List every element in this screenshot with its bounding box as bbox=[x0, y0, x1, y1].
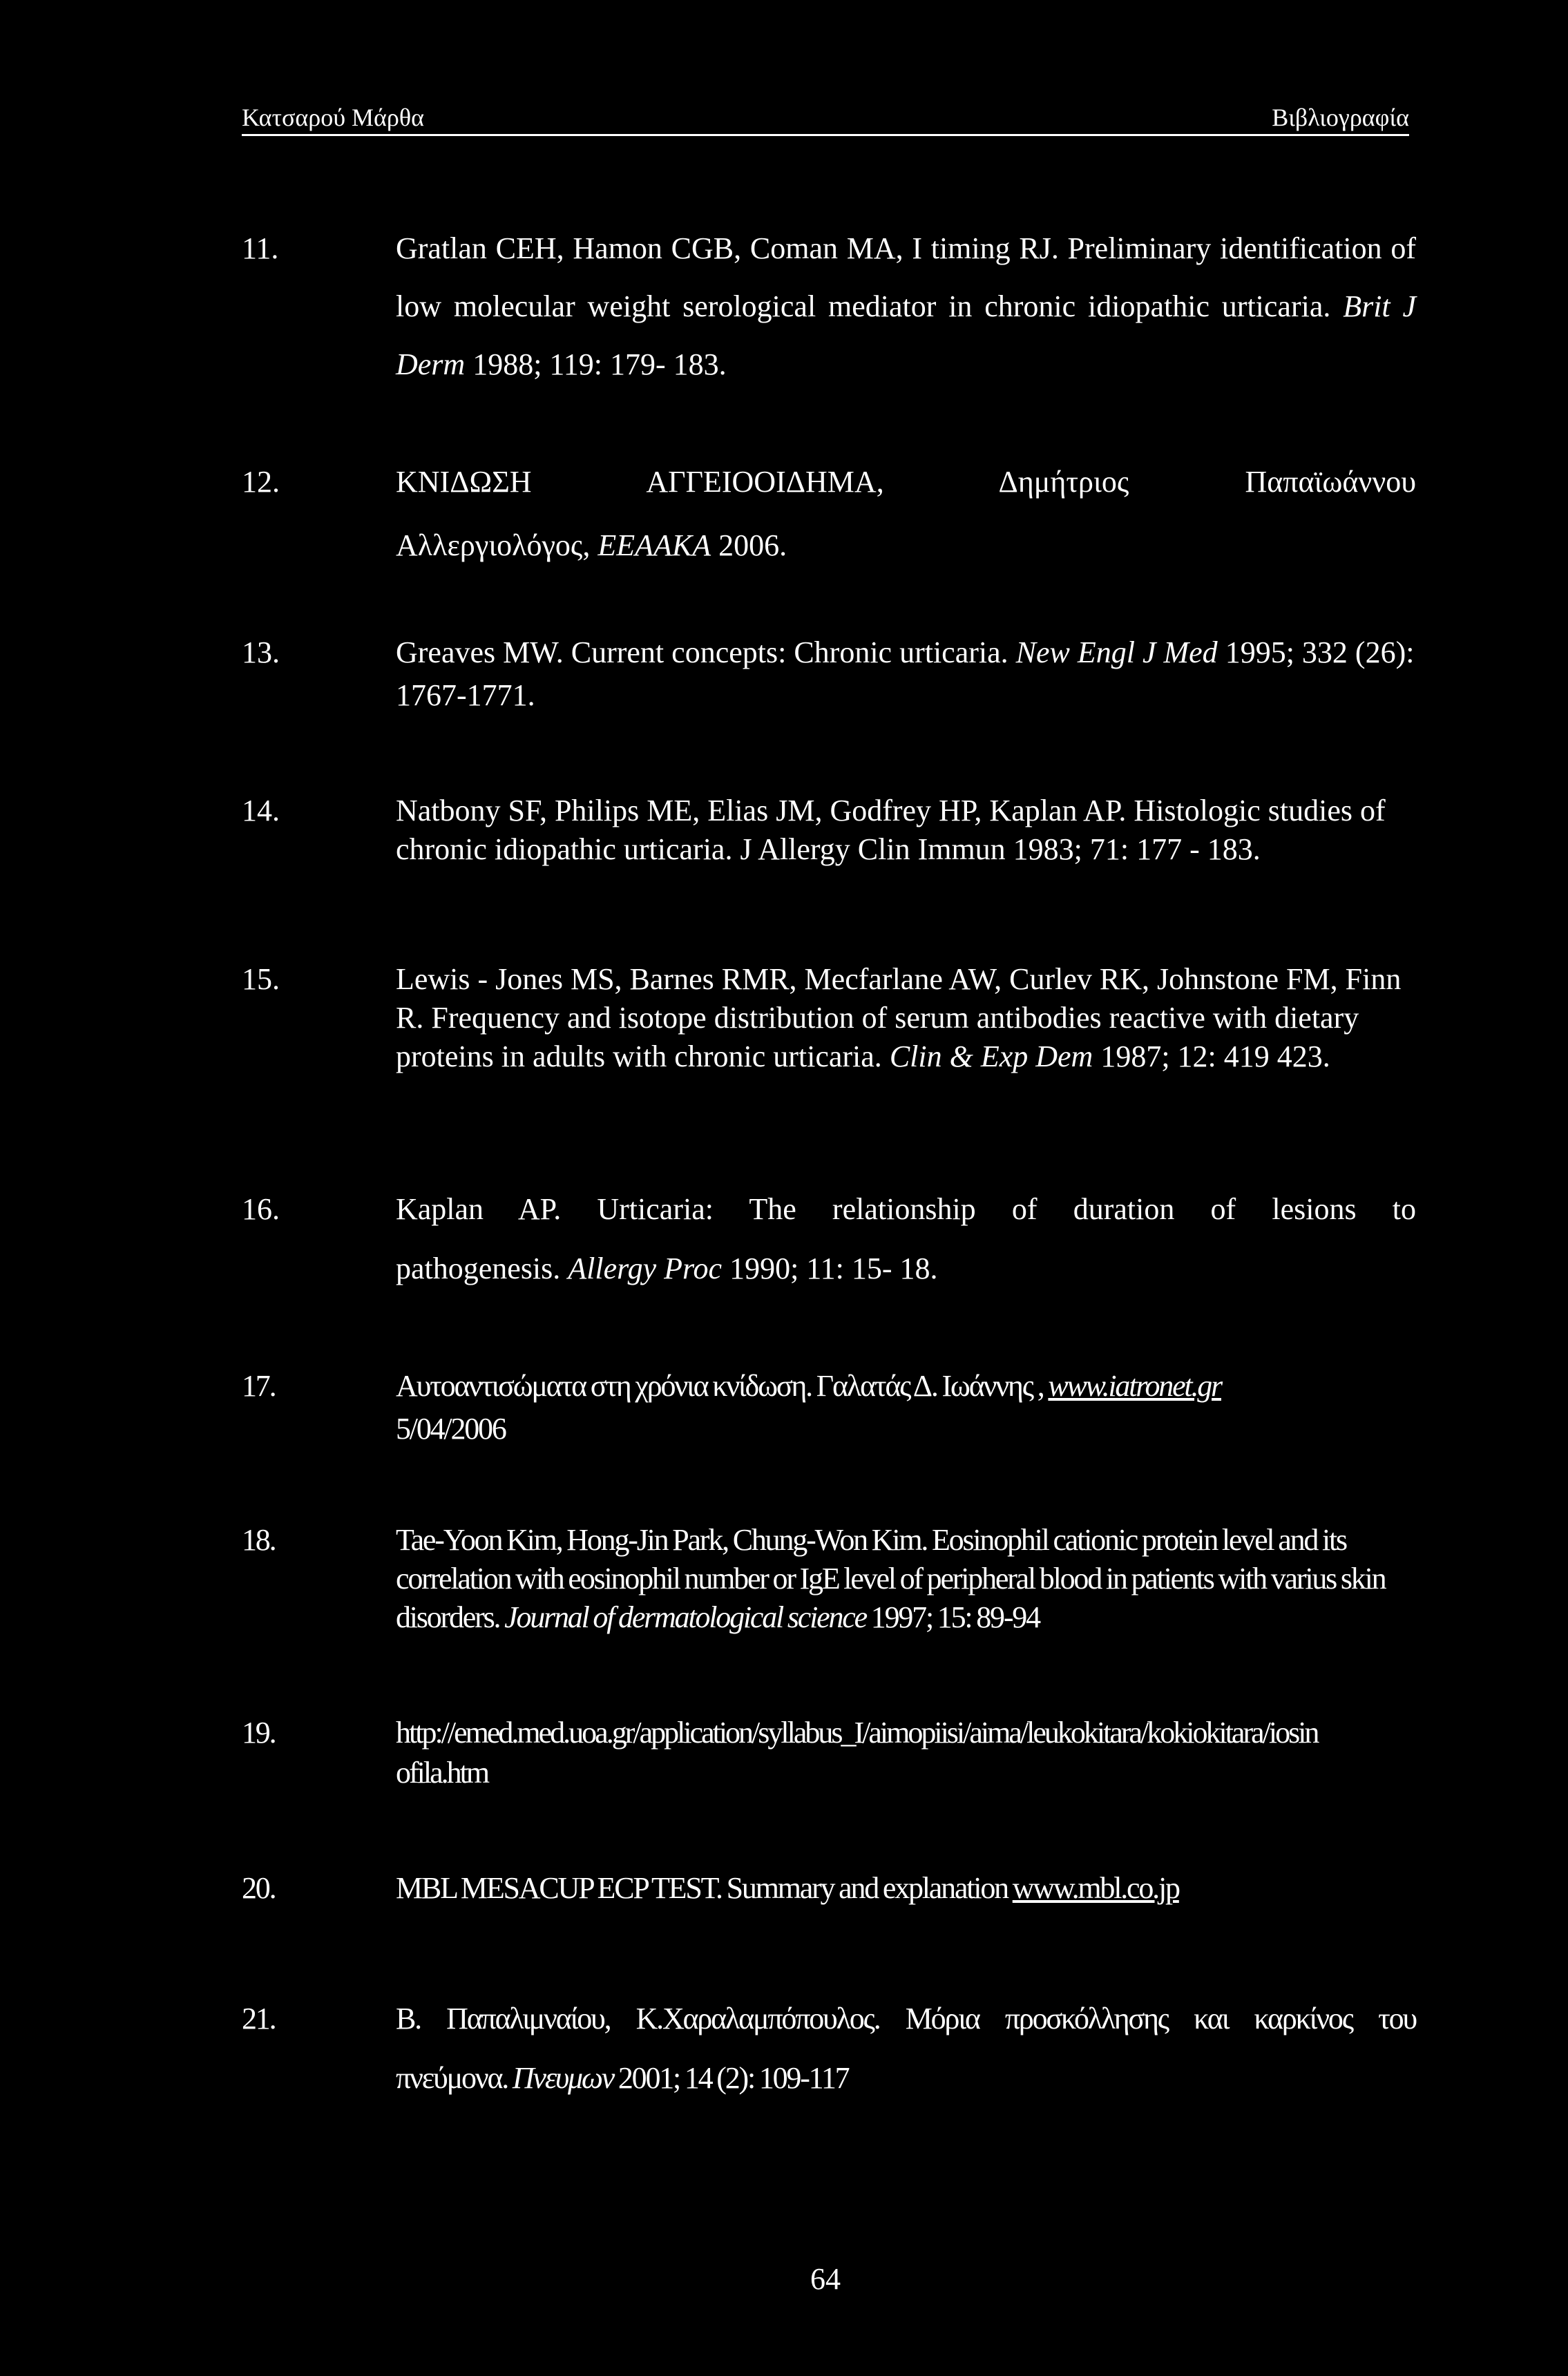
reference-text bbox=[396, 450, 1416, 577]
reference-number: 13. bbox=[242, 635, 280, 669]
reference-line bbox=[396, 1239, 1416, 1299]
reference-item bbox=[242, 450, 1416, 577]
reference-details: 1990; 11: 15- 18. bbox=[729, 1252, 938, 1285]
reference-number: 16. bbox=[242, 1192, 280, 1226]
reference-number: 12. bbox=[242, 465, 280, 499]
reference-number: 14. bbox=[242, 794, 280, 827]
reference-link[interactable]: www.iatronet.gr bbox=[1048, 1369, 1221, 1403]
reference-link[interactable]: www.mbl.co.jp bbox=[1012, 1871, 1179, 1905]
reference-line: ΚΝΙΔΩΣΗ ΑΓΓΕΙΟΟΙΔΗΜΑ, Δημήτριος Παπαϊωάννου bbox=[396, 465, 1416, 499]
reference-text bbox=[396, 1713, 1416, 1793]
reference-journal: Clin & Exp Dem bbox=[889, 1040, 1093, 1073]
reference-journal: Πνευμων bbox=[512, 2061, 614, 2095]
reference-url-line: ofila.htm bbox=[396, 1756, 488, 1790]
reference-text bbox=[396, 1869, 1416, 1908]
reference-author-role: Αλλεργιολόγος, bbox=[396, 528, 591, 562]
header-author: Κατσαρού Μάρθα bbox=[242, 104, 424, 131]
reference-text bbox=[396, 960, 1416, 1076]
header-section: Βιβλιογραφία bbox=[1272, 104, 1409, 131]
reference-number: 21. bbox=[242, 2002, 276, 2035]
reference-number: 20. bbox=[242, 1871, 276, 1905]
reference-line: Kaplan AP. Urticaria: The relationship of duration of lesions to bbox=[396, 1192, 1416, 1226]
page-header bbox=[242, 97, 1409, 136]
reference-item bbox=[242, 220, 1416, 394]
reference-item bbox=[242, 1521, 1416, 1637]
reference-title: Αυτοαντισώματα στη χρόνια κνίδωση. Γαλατάς Δ. Ιωάννης , bbox=[396, 1369, 1044, 1403]
reference-authors: Greaves MW. Current concepts: Chronic urticaria. bbox=[396, 635, 1008, 669]
reference-line bbox=[396, 514, 1416, 577]
reference-details: 2006. bbox=[718, 528, 787, 562]
reference-line bbox=[396, 1365, 1416, 1408]
reference-item bbox=[242, 1989, 1416, 2108]
reference-line: Β. Παπαλιμναίου, Κ.Χαραλαμπόπουλος. Μόρια προσκόλλησης και καρκίνος του bbox=[396, 2002, 1416, 2035]
reference-item bbox=[242, 1869, 1416, 1908]
reference-text bbox=[396, 1521, 1416, 1637]
reference-text bbox=[396, 1989, 1416, 2108]
reference-text bbox=[396, 631, 1416, 717]
reference-item bbox=[242, 792, 1416, 869]
reference-text bbox=[396, 1180, 1416, 1299]
reference-journal: New Engl J Med bbox=[1015, 635, 1218, 669]
reference-journal: Allergy Proc bbox=[568, 1252, 723, 1285]
reference-details: 1987; 12: 419 423. bbox=[1100, 1040, 1330, 1073]
reference-authors: Tae-Yoon Kim, Hong-Jin Park, Chung-Won Kim. Eosinophil cationic protein level and its correlation with eosinophil number or IgE level of peripheral blood in patients with varius skin disorders. bbox=[396, 1523, 1386, 1634]
reference-details: 1995; 332 (26): 1767-1771. bbox=[396, 635, 1415, 712]
reference-journal: Brit J Derm bbox=[396, 289, 1417, 381]
reference-text: Natbony SF, Philips ME, Elias JM, Godfrey HP, Kaplan AP. Histologic studies of chronic idiopathic urticaria. J Allergy Clin Immun 1983; 71: 177 - 183. bbox=[396, 794, 1386, 866]
reference-url-line: http://emed.med.uoa.gr/application/syllabus_I/aimopiisi/aima/leukokitara/kokiokitara/iosin bbox=[396, 1716, 1318, 1750]
reference-number: 11. bbox=[242, 231, 279, 265]
reference-number: 15. bbox=[242, 962, 280, 996]
reference-item bbox=[242, 631, 1416, 717]
page-number: 64 bbox=[810, 2262, 841, 2296]
reference-journal: Journal of dermatological science bbox=[504, 1600, 866, 1634]
reference-item bbox=[242, 1365, 1416, 1450]
reference-item bbox=[242, 960, 1416, 1076]
reference-item bbox=[242, 1180, 1416, 1299]
reference-title-end: pathogenesis. bbox=[396, 1252, 561, 1285]
reference-details: 1997; 15: 89-94 bbox=[870, 1600, 1040, 1634]
reference-journal: ΕΕΑΑΚΑ bbox=[597, 528, 711, 562]
reference-line bbox=[396, 2049, 1416, 2108]
reference-number: 18. bbox=[242, 1523, 276, 1557]
reference-item bbox=[242, 1713, 1416, 1793]
reference-text bbox=[396, 220, 1416, 394]
reference-title-end: πνεύμονα. bbox=[396, 2061, 508, 2095]
reference-authors: Gratlan CEH, Hamon CGB, Coman MA, I timing RJ. Preliminary identification of low molecular weight serological mediator in chronic idiopathic urticaria. bbox=[396, 231, 1416, 323]
reference-number: 19. bbox=[242, 1716, 276, 1750]
reference-text bbox=[396, 1365, 1416, 1450]
reference-number: 17. bbox=[242, 1369, 276, 1403]
reference-authors: Lewis - Jones MS, Barnes RMR, Mecfarlane AW, Curlev RK, Johnstone FM, Finn R. Frequency and isotope distribution of serum antibodies reactive with dietary proteins in adults with chronic urticaria. bbox=[396, 962, 1402, 1073]
reference-details: 2001; 14 (2): 109-117 bbox=[618, 2061, 849, 2095]
reference-details: 1988; 119: 179- 183. bbox=[472, 347, 727, 381]
reference-title: MBL MESACUP ECP TEST. Summary and explanation bbox=[396, 1871, 1008, 1905]
reference-date: 5/04/2006 bbox=[396, 1412, 506, 1446]
